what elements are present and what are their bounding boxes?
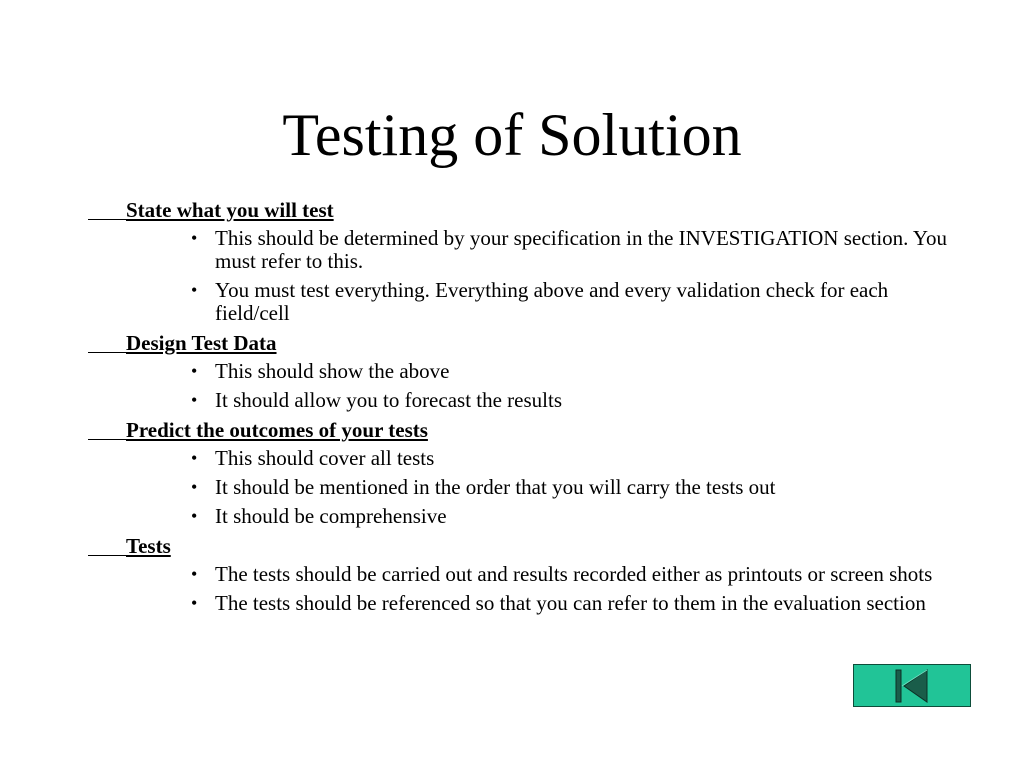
section-tests xyxy=(88,534,948,615)
bullet-item xyxy=(188,360,948,383)
section-predict-outcomes xyxy=(88,418,948,528)
bullet-text: It should allow you to forecast the results xyxy=(215,388,563,412)
bullet-list xyxy=(88,227,948,325)
section-design-test-data xyxy=(88,331,948,412)
bullet-item xyxy=(188,447,948,470)
section-state-what-you-will-test xyxy=(88,198,948,325)
bullet-item xyxy=(188,563,948,586)
section-heading: Design Test Data xyxy=(88,331,948,356)
bullet-list xyxy=(88,447,948,528)
section-heading: State what you will test xyxy=(88,198,948,223)
bullet-dot-icon: • xyxy=(191,593,198,613)
bullet-text: This should be determined by your specification in the INVESTIGATION section. You must refer to this. xyxy=(215,226,947,273)
bullet-dot-icon: • xyxy=(191,477,198,497)
bullet-text: The tests should be carried out and results recorded either as printouts or screen shots xyxy=(215,562,933,586)
bullet-dot-icon: • xyxy=(191,390,198,410)
bullet-dot-icon: • xyxy=(191,564,198,584)
skip-to-start-icon xyxy=(894,669,930,703)
bullet-item xyxy=(188,279,948,325)
bullet-dot-icon: • xyxy=(191,228,198,248)
bullet-text: The tests should be referenced so that you can refer to them in the evaluation section xyxy=(215,591,926,615)
bullet-text: This should cover all tests xyxy=(215,446,435,470)
bullet-item xyxy=(188,505,948,528)
bullet-dot-icon: • xyxy=(191,361,198,381)
bullet-dot-icon: • xyxy=(191,506,198,526)
bullet-dot-icon: • xyxy=(191,280,198,300)
bullet-item xyxy=(188,389,948,412)
slide-title: Testing of Solution xyxy=(282,102,742,168)
bullet-text: It should be mentioned in the order that you will carry the tests out xyxy=(215,475,776,499)
bullet-item xyxy=(188,476,948,499)
bullet-text: This should show the above xyxy=(215,359,450,383)
bullet-text: You must test everything. Everything above and every validation check for each field/cell xyxy=(215,278,889,325)
bullet-list xyxy=(88,563,948,615)
bullet-list xyxy=(88,360,948,412)
section-heading: Predict the outcomes of your tests xyxy=(88,418,948,443)
bullet-text: It should be comprehensive xyxy=(215,504,447,528)
bullet-item xyxy=(188,592,948,615)
bullet-dot-icon: • xyxy=(191,448,198,468)
bullet-item xyxy=(188,227,948,273)
slide-content xyxy=(88,198,948,621)
section-heading: Tests xyxy=(88,534,948,559)
back-to-start-button[interactable] xyxy=(853,664,971,707)
